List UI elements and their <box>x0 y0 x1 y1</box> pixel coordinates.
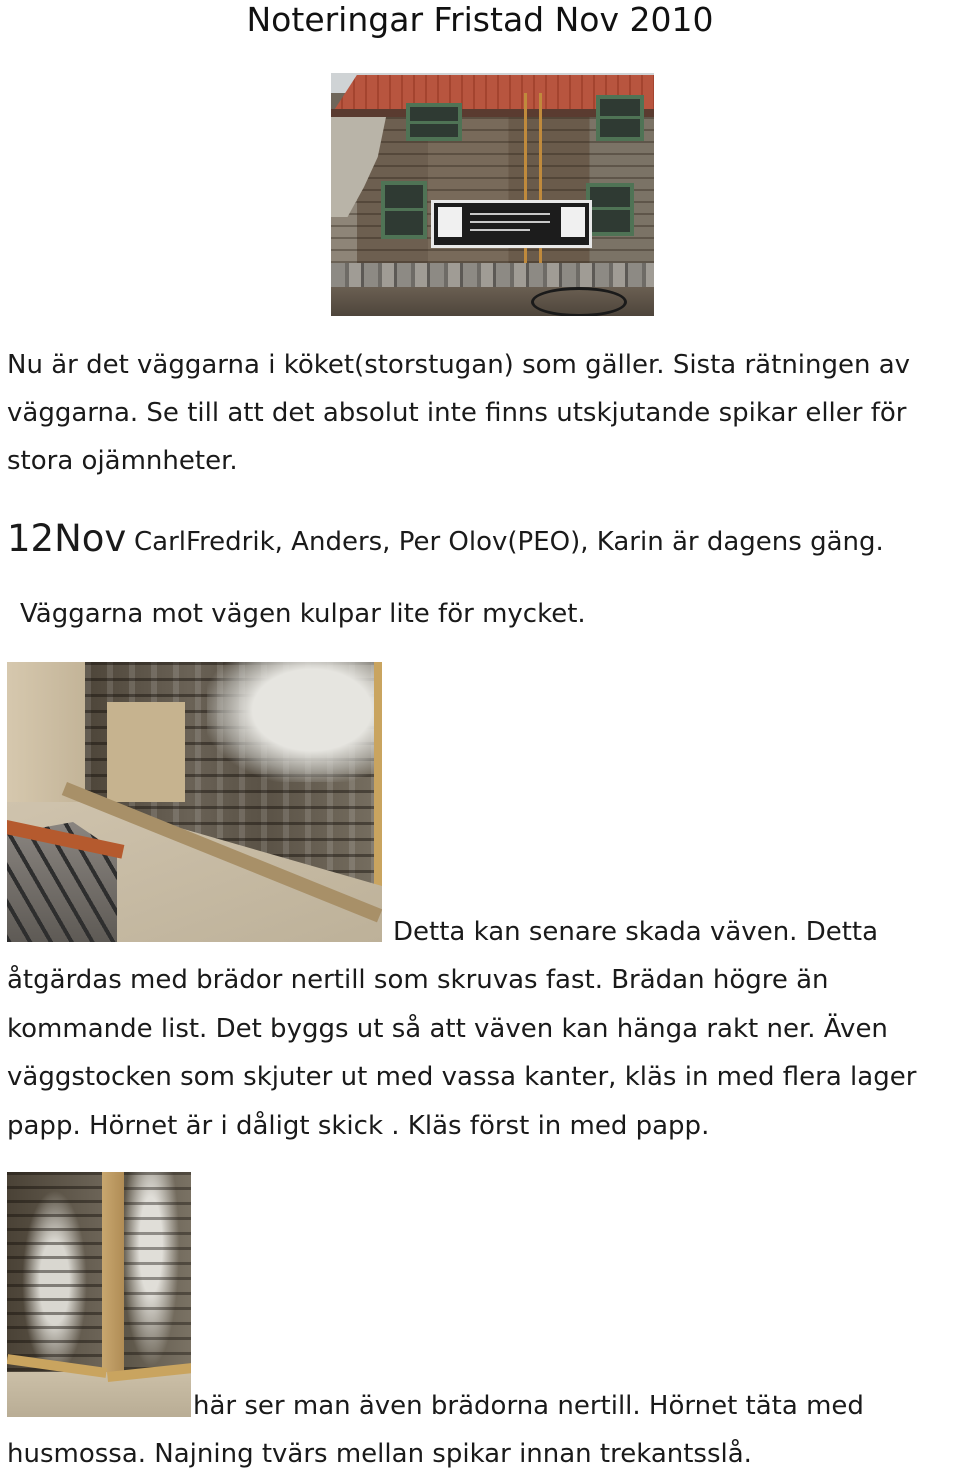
banner-sign <box>431 200 592 248</box>
para2-line-2: åtgärdas med brädor nertill som skruvas fast. Brädan högre än <box>7 965 829 995</box>
entry-date: 12Nov <box>7 517 127 560</box>
intro-line-1: Nu är det väggarna i köket(storstugan) som gäller. Sista rätningen av <box>7 350 911 380</box>
para3-line-1: här ser man även brädorna nertill. Hörnet täta med <box>193 1391 864 1421</box>
corner-photo <box>7 1172 191 1417</box>
para3-line-2: husmossa. Najning tvärs mellan spikar innan trekantsslå. <box>7 1439 752 1469</box>
intro-line-3: stora ojämnheter. <box>7 446 238 476</box>
intro-line-2: väggarna. Se till att det absolut inte finns utskjutande spikar eller för <box>7 398 907 428</box>
para2-line-4: väggstocken som skjuter ut med vassa kanter, kläs in med flera lager <box>7 1062 917 1092</box>
para2-line-3: kommande list. Det byggs ut så att väven kan hänga rakt ner. Även <box>7 1014 888 1044</box>
wall-photo <box>7 662 382 942</box>
entry-crew: CarlFredrik, Anders, Per Olov(PEO), Karin är dagens gäng. <box>134 527 884 557</box>
para2-line-1: Detta kan senare skada väven. Detta <box>393 917 879 947</box>
para2-line-5: papp. Hörnet är i dåligt skick . Kläs först in med papp. <box>7 1111 710 1141</box>
page-title: Noteringar Fristad Nov 2010 <box>246 0 714 39</box>
entry-note: Väggarna mot vägen kulpar lite för mycket. <box>20 599 586 629</box>
house-facade-photo <box>331 73 654 316</box>
